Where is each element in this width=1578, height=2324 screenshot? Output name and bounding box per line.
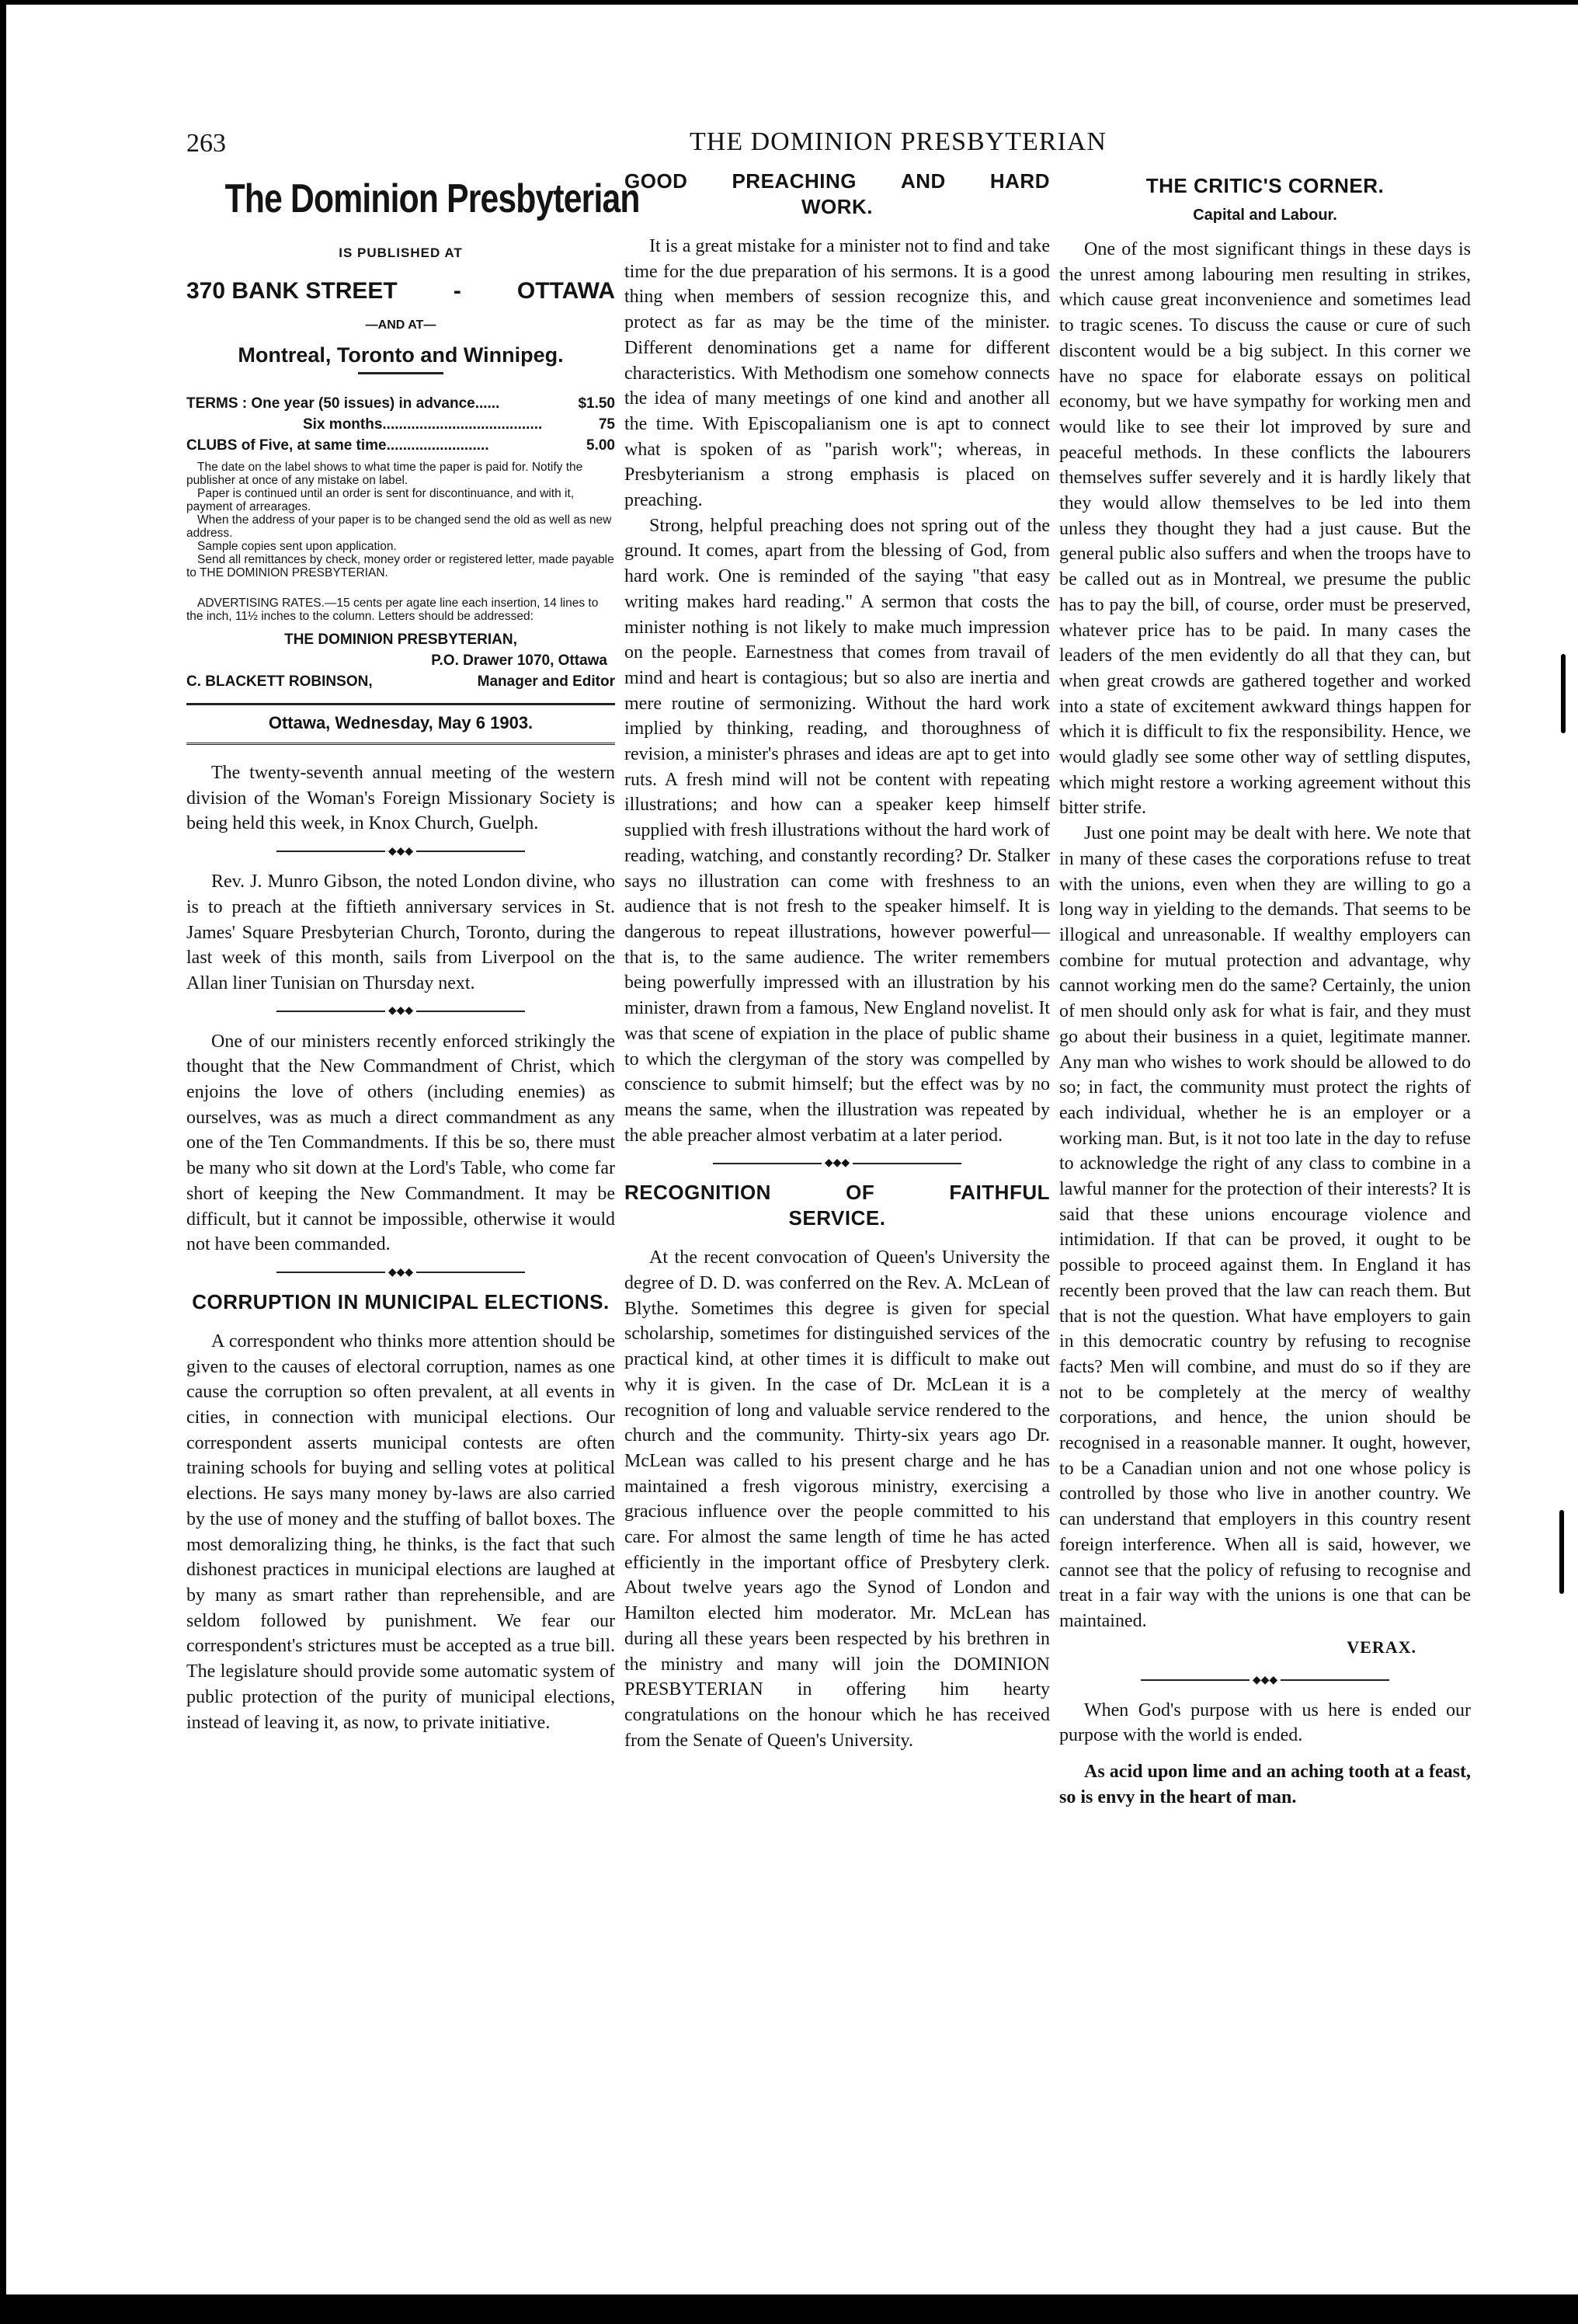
paragraph: The twenty-seventh annual meeting of the western division of the Woman's Foreign Missionary Society is being held this week, in Knox Church, Guelph. xyxy=(186,763,615,834)
scan-edge-left xyxy=(0,0,6,2324)
subscription-notes xyxy=(186,461,615,579)
paragraph: At the recent convocation of Queen's University the degree of D. D. was conferred on the Rev. A. McLean of Blythe. Sometimes this degree is given for special scholarship, sometimes for distinguished services of the practical kind, at other times it is difficult to make out why it is given. In the case of Dr. McLean it is a recognition of long and valuable service rendered to the church and the community. Thirty-six years ago Dr. McLean was called to his present charge and he has maintained a fresh vigorous ministry, exercising a gracious influence over the people committed to his care. For almost the same length of time he has acted efficiently in the important office of Presbytery clerk. About twelve years ago the Synod of London and Hamilton elected him moderator. Mr. McLean has during all these years been respected by his brethren in the ministry and many will join the DOMINION PRESBYTERIAN in offering him hearty congratulations on the honour which he has received from the Senate of Queen's University. xyxy=(624,1247,1050,1751)
heading-word: AND xyxy=(901,169,946,193)
and-at: —AND AT— xyxy=(365,318,436,332)
corruption-article xyxy=(186,1329,615,1735)
item-envy-proverb xyxy=(1059,1759,1471,1810)
column-1 xyxy=(186,169,640,1735)
advertising-rates xyxy=(186,597,615,623)
preaching-article xyxy=(624,234,1050,1148)
item-gods-purpose xyxy=(1059,1698,1471,1748)
page-number: 263 xyxy=(186,129,226,158)
term-label: CLUBS of Five, at same time......................... xyxy=(186,437,489,454)
ornament-divider: ◆◆◆ xyxy=(1059,1673,1471,1682)
recognition-heading-line1 xyxy=(624,1181,1050,1205)
street-address xyxy=(186,278,615,304)
masthead-rule xyxy=(358,372,443,374)
ornament-divider: ◆◆◆ xyxy=(624,1156,1050,1165)
subscription-terms xyxy=(186,393,615,456)
published-at: IS PUBLISHED AT xyxy=(339,245,463,260)
paragraph: One of our ministers recently enforced strikingly the thought that the New Commandment of Christ, which enjoins the love of others (including enemies) as ourselves, was as much a direct commandment as any one of the Ten Commandments. If this be so, there must be many who sit down at the Lord's Table, who come far short of keeping the New Commandment. It may be difficult, but it cannot be impossible, otherwise it would not have been commanded. xyxy=(186,1031,615,1255)
paragraph: One of the most significant things in these days is the unrest among labouring men resulting in strikes, which cause great inconvenience and sometimes lead to tragic scenes. To discuss the cause or cure of such discontent would be a big subject. In this corner we have no space for elaborate essays on political economy, but we have sympathy for working men and would like to see their lot improved by sure and peaceful methods. In these conflicts the labourers themselves suffer severely and it is hardly likely that they would allow themselves to be led into them unless they thought they had a just cause. But the general public also suffers and when the troops have to be called out as in Montreal, we presume the public has to pay the bill, of course, order must be preserved, whatever price has to be paid. In many cases the leaders of the men evidently do all that they can, but when great crowds are gathered together and worked into a state of excitement awkward things happen for which it is difficult to fix the responsibility. Hence, we would gladly see some other way of settling disputes, which might restore a working agreement without this bitter strife. xyxy=(1059,239,1471,819)
binding-mark-lower xyxy=(1559,1510,1564,1594)
ornament-divider: ◆◆◆ xyxy=(186,844,615,854)
address-dash: - xyxy=(453,278,461,304)
running-head: THE DOMINION PRESBYTERIAN xyxy=(690,127,1107,156)
capital-labour-subheading: Capital and Labour. xyxy=(1193,207,1337,224)
address-name: THE DOMINION PRESBYTERIAN, xyxy=(284,631,517,648)
paragraph: Just one point may be dealt with here. We note that in many of these cases the corporations refuse to treat with the unions, even when they are willing to go a long way in yielding to the demands. That seems to be illogical and unreasonable. If wealthy employers can combine for mutual protection and advantage, why cannot working men do the same? Certainly, the union of men should only ask for what is fair, and they must go about their business in a quiet, legitimate manner. Any man who wishes to work should be allowed to do so; in fact, the community must protect the rights of each individual, whether he is an employer or a working man. But, is it not too late in the day to refuse to acknowledge the right of any class to combine in a lawful manner for the protection of their interests? It is said that these unions encourage violence and intimidation. If that can be proved, it ought to be possible to proceed against them. In England it has recently been proved that the law can reach them. But that is not the question. What have employers to gain in this democratic country by refusing to recognise facts? Men will combine, and must do so if they are not to be completely at the mercy of wealthy corporations, and hence, the union should be recognised in a reasonable manner. It ought, however, to be a Canadian union and not one whose policy is controlled by those who live in another country. We can understand that employers in this country resent foreign interference. When all is said, however, we cannot see that the policy of refusing to recognise and treat in a fair way with the unions is one that can be maintained. xyxy=(1059,823,1471,1631)
critics-corner-article xyxy=(1059,237,1471,1634)
preaching-heading-line2: WORK. xyxy=(801,195,874,218)
column-3 xyxy=(1059,169,1471,1810)
recognition-heading-line2: SERVICE. xyxy=(788,1206,886,1230)
term-label: TERMS : One year (50 issues) in advance...... xyxy=(186,395,500,412)
paragraph: Strong, helpful preaching does not spring out of the ground. It comes, apart from the blessing of God, from hard work. One is reminded of the saying "that easy writing makes hard reading." A sermon that costs the minister nothing is not likely to make much impression on the people. Earnestness that comes from travail of mind and heart is contagious; but so also are inertia and mere routine of sermonizing. Without the hard work implied by thinking, reading, and thoroughness of revision, a minister's phrases and ideas are apt to get into ruts. A fresh mind will not be content with repeating illustrations; and how can a speaker keep himself supplied with fresh illustrations without the hard work of reading, watching, and constantly recording? Dr. Stalker says no illustration can come with freshness to an audience that is not fresh to the speaker himself. It is dangerous to repeat illustrations, however powerful—that is, to the same audience. The writer remembers being powerfully impressed with an illustration by his minister, drawn from a famous, New England novelist. It was that scene of expiation in the place of public shame to which the clergyman of the story was compelled by conscience to submit himself; but the effect was by no means the same, when the illustration was repeated by the able preacher almost verbatim at a later period. xyxy=(624,515,1050,1146)
heading-word: PREACHING xyxy=(732,169,857,193)
term-row xyxy=(186,435,615,456)
preaching-heading-line1 xyxy=(624,169,1050,193)
binding-mark-upper xyxy=(1561,654,1566,733)
heading-word: OF xyxy=(846,1181,875,1205)
paragraph: Rev. J. Munro Gibson, the noted London divine, who is to preach at the fiftieth anniversary services in St. James' Square Presbyterian Church, Toronto, during the last week of this month, sails from Liverpool on the Allan liner Tunisian on Thursday next. xyxy=(186,872,615,993)
term-value: 5.00 xyxy=(586,437,615,454)
advertising-text: ADVERTISING RATES.—15 cents per agate line each insertion, 14 lines to the inch, 11½ inches to the column. Letters should be addressed: xyxy=(186,597,599,623)
ornament-divider: ◆◆◆ xyxy=(186,1265,615,1275)
signature: VERAX. xyxy=(1347,1637,1416,1657)
heading-word: FAITHFUL xyxy=(949,1181,1050,1205)
term-label: Six months....................................... xyxy=(303,416,543,433)
mailing-address xyxy=(186,629,615,692)
address-box: P.O. Drawer 1070, Ottawa xyxy=(431,652,607,669)
item-new-commandment xyxy=(186,1029,615,1258)
paragraph: As acid upon lime and an aching tooth at a feast, so is envy in the heart of man. xyxy=(1059,1762,1471,1807)
paragraph: A correspondent who thinks more attention should be given to the causes of electoral corruption, names as one cause the corruption so often prevalent, at all events in cities, in connection with municipal elections. Our correspondent asserts municipal contests are often training schools for buying and selling votes at political elections. He says many money by-laws are also carried by the use of money and the stuffing of ballot boxes. The most demoralizing thing, he thinks, is the fact that such dishonest practices in municipal elections are laughed at by many as smart rather than reprehensible, and are seldom followed by punishment. We fear our correspondent's strictures must be accepted as a true bill. The legislature should provide some automatic system of public protection of the purity of municipal elections, instead of leaving it, as now, to private initiative. xyxy=(186,1331,615,1733)
heading-word: RECOGNITION xyxy=(624,1181,771,1205)
editor-line xyxy=(186,671,615,692)
critics-corner-heading: THE CRITIC'S CORNER. xyxy=(1145,174,1385,197)
street: 370 BANK STREET xyxy=(186,278,398,304)
scan-edge-bottom xyxy=(0,2294,1578,2324)
recognition-article xyxy=(624,1245,1050,1753)
masthead-title: The Dominion Presbyterian xyxy=(224,176,640,221)
heading-word: HARD xyxy=(989,169,1050,193)
paragraph: It is a great mistake for a minister not to find and take time for the due preparation of his sermons. It is a good thing when members of session recognize this, and protect as far as may be the time of the minister. Different denominations get a name for different characteristics. With Methodism one somehow connects the idea of many meetings of one kind and another all the time. With Episcopalianism one is apt to connect what is spoken of as "parish work"; whereas, in Presbyterianism a strong emphasis is placed on preaching. xyxy=(624,236,1050,511)
corruption-heading: CORRUPTION IN MUNICIPAL ELECTIONS. xyxy=(192,1289,610,1313)
column-2 xyxy=(624,169,1050,1753)
city: OTTAWA xyxy=(516,278,615,304)
heading-word: GOOD xyxy=(624,169,688,193)
dateline: Ottawa, Wednesday, May 6 1903. xyxy=(186,703,615,745)
item-munro-gibson xyxy=(186,869,615,997)
scan-edge-top xyxy=(0,0,1578,5)
note: Send all remittances by check, money order or registered letter, made payable to THE DOMINION PRESBYTERIAN. xyxy=(186,553,614,579)
paragraph: When God's purpose with us here is ended our purpose with the world is ended. xyxy=(1059,1700,1471,1746)
editor-name: C. BLACKETT ROBINSON, xyxy=(186,673,373,690)
note: Paper is continued until an order is sent for discontinuance, and with it, payment of arrearages. xyxy=(186,487,575,513)
note: The date on the label shows to what time the paper is paid for. Notify the publisher at once of any mistake on label. xyxy=(186,461,583,487)
note: Sample copies sent upon application. xyxy=(197,540,397,553)
branch-cities: Montreal, Toronto and Winnipeg. xyxy=(238,343,564,367)
item-missionary-society xyxy=(186,760,615,837)
editor-role: Manager and Editor xyxy=(477,673,615,690)
term-row xyxy=(186,393,615,414)
note: When the address of your paper is to be changed send the old as well as new address. xyxy=(186,513,612,540)
term-value: $1.50 xyxy=(578,395,615,412)
ornament-divider: ◆◆◆ xyxy=(186,1004,615,1014)
term-row xyxy=(186,414,615,435)
term-value: 75 xyxy=(598,416,615,433)
